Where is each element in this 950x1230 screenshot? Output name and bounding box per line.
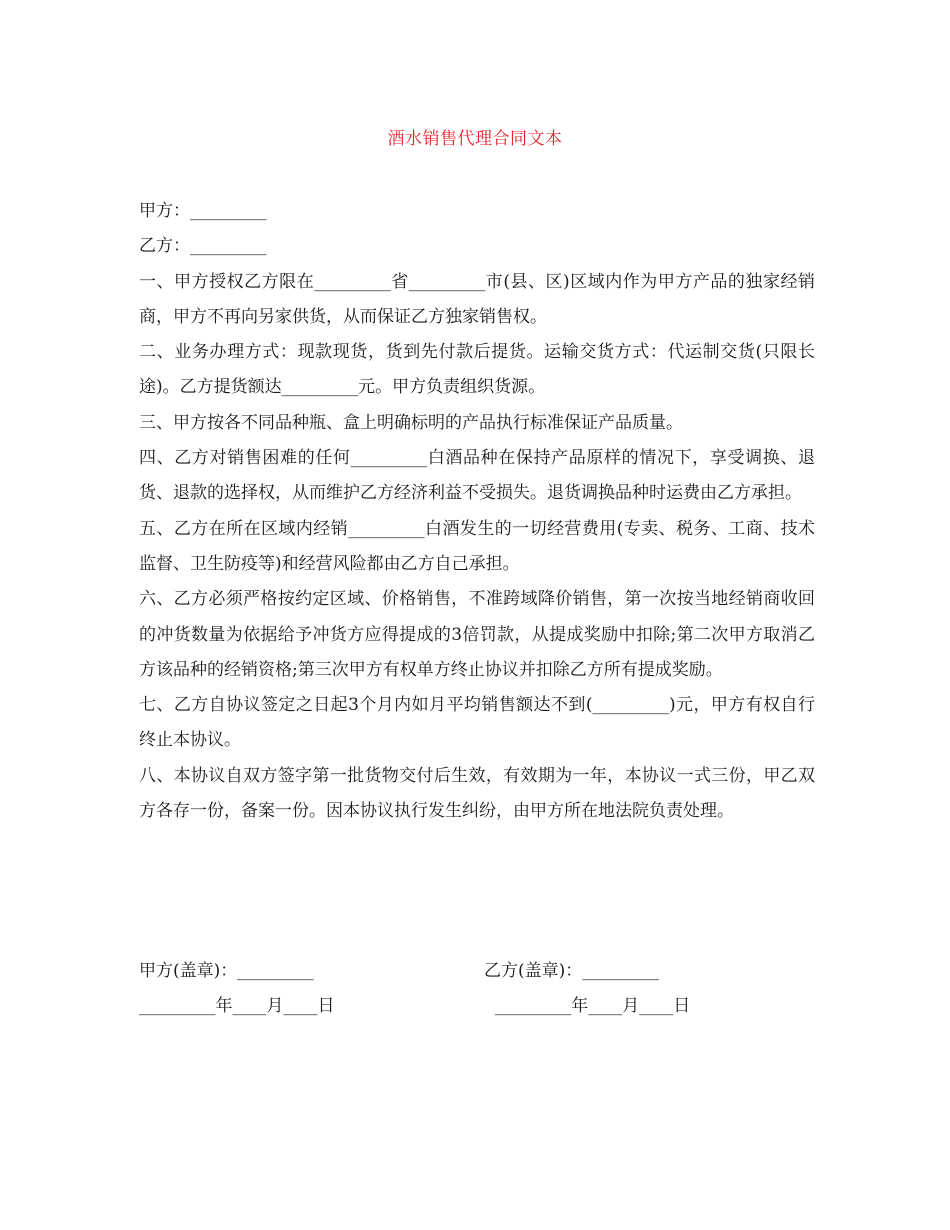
- party-b-seal: 乙方(盖章)：_________: [484, 961, 659, 981]
- clause-5: 五、乙方在所在区域内经销_________白酒发生的一切经营费用(专卖、税务、工商、技术监督、卫生防疫等)和经营风险都由乙方自己承担。: [139, 518, 815, 574]
- clause-3: 三、甲方按各不同品种瓶、盒上明确标明的产品执行标准保证产品质量。: [139, 412, 683, 433]
- party-b-date: _________年____月____日: [484, 996, 691, 1016]
- party-a-date: _________年____月____日: [139, 996, 335, 1016]
- party-b-line: 乙方：_________: [139, 236, 267, 257]
- signature-block: [139, 954, 815, 1024]
- clause-6: 六、乙方必须严格按约定区域、价格销售，不准跨域降价销售，第一次按当地经销商收回的冲货数量为依据给予冲货方应得提成的3倍罚款，从提成奖励中扣除;第二次甲方取消乙方该品种的经销资格;第三次甲方有权单方终止协议并扣除乙方所有提成奖励。: [139, 589, 815, 680]
- document-title: 酒水销售代理合同文本: [387, 129, 563, 149]
- party-a-seal: 甲方(盖章)：_________: [139, 961, 314, 981]
- date-row: [139, 989, 815, 1024]
- clause-1: 一、甲方授权乙方限在_________省_________市(县、区)区域内作为甲方产品的独家经销商，甲方不再向另家供货，从而保证乙方独家销售权。: [139, 271, 815, 327]
- clause-4: 四、乙方对销售困难的任何_________白酒品种在保持产品原样的情况下，享受调换、退货、退款的选择权，从而维护乙方经济利益不受损失。退货调换品种时运费由乙方承担。: [139, 448, 815, 504]
- seal-row: [139, 954, 815, 989]
- contract-body: [139, 194, 815, 829]
- clause-8: 八、本协议自双方签字第一批货物交付后生效，有效期为一年，本协议一式三份，甲乙双方各存一份，备案一份。因本协议执行发生纠纷，由甲方所在地法院负责处理。: [139, 765, 815, 822]
- party-a-line: 甲方：_________: [139, 201, 267, 221]
- clause-7: 七、乙方自协议签定之日起3个月内如月平均销售额达不到(_________)元，甲方有权自行终止本协议。: [139, 695, 815, 751]
- clause-2: 二、业务办理方式：现款现货，货到先付款后提货。运输交货方式：代运制交货(只限长途)。乙方提货额达_________元。甲方负责组织货源。: [139, 342, 815, 398]
